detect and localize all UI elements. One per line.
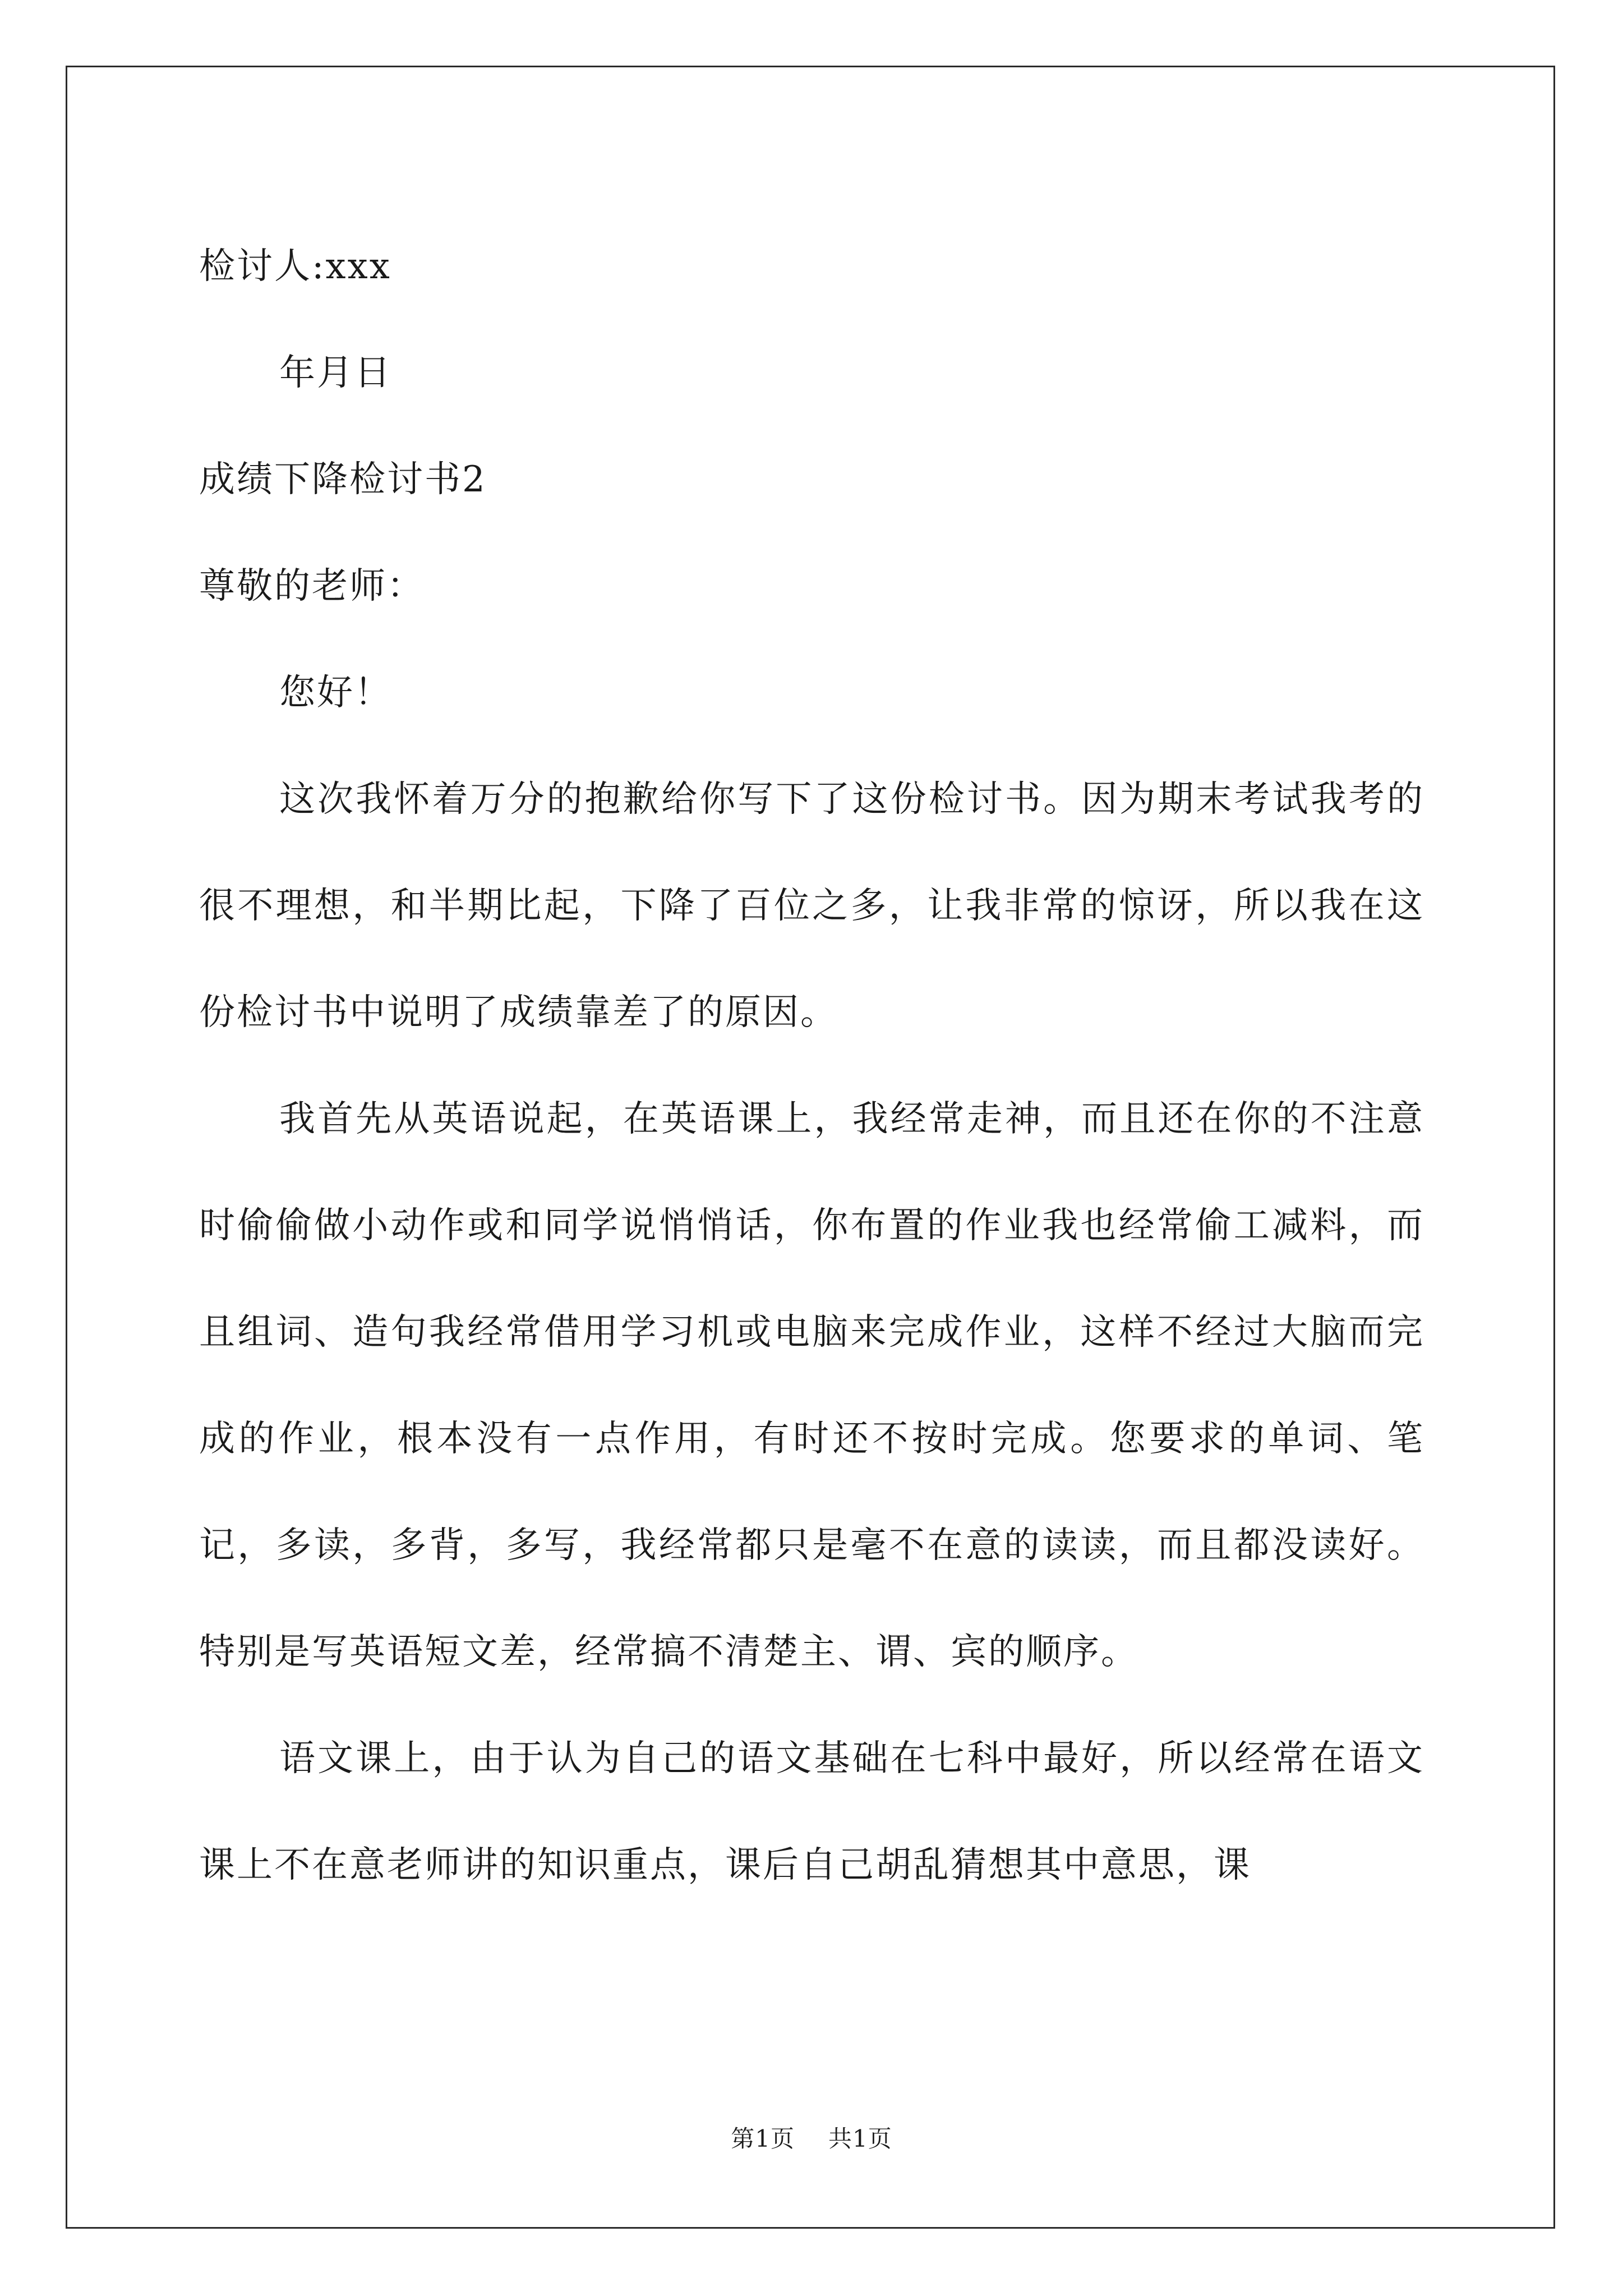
document-body: [199, 213, 1424, 1918]
salutation: 尊敬的老师：: [199, 565, 425, 607]
document-title: 成绩下降检讨书2: [199, 459, 487, 500]
paragraph-chinese: 语文课上，由于认为自己的语文基础在七科中最好，所以经常在语文课上不在意老师讲的知识重点，课后自己胡乱猜想其中意思，课: [199, 1738, 1424, 1886]
reviewer-line: 检讨人:xxx: [199, 246, 391, 287]
date-line: 年月日: [279, 352, 392, 394]
greeting: 您好！: [279, 672, 392, 714]
page-number-total: 共1页: [828, 2125, 892, 2152]
paragraph-apology: 这次我怀着万分的抱歉给你写下了这份检讨书。因为期末考试我考的很不理想，和半期比起，下降了百位之多，让我非常的惊讶，所以我在这份检讨书中说明了成绩靠差了的原因。: [199, 779, 1424, 1033]
page-number-current: 第1页: [731, 2125, 795, 2152]
page-footer: [0, 2120, 1623, 2154]
paragraph-english: 我首先从英语说起，在英语课上，我经常走神，而且还在你的不注意时偷偷做小动作或和同学说悄悄话，你布置的作业我也经常偷工减料，而且组词、造句我经常借用学习机或电脑来完成作业，这样不经过大脑而完成的作业，根本没有一点作用，有时还不按时完成。您要求的单词、笔记，多读，多背，多写，我经常都只是毫不在意的读读，而且都没读好。特别是写英语短文差，经常搞不清楚主、谓、宾的顺序。: [199, 1098, 1424, 1673]
